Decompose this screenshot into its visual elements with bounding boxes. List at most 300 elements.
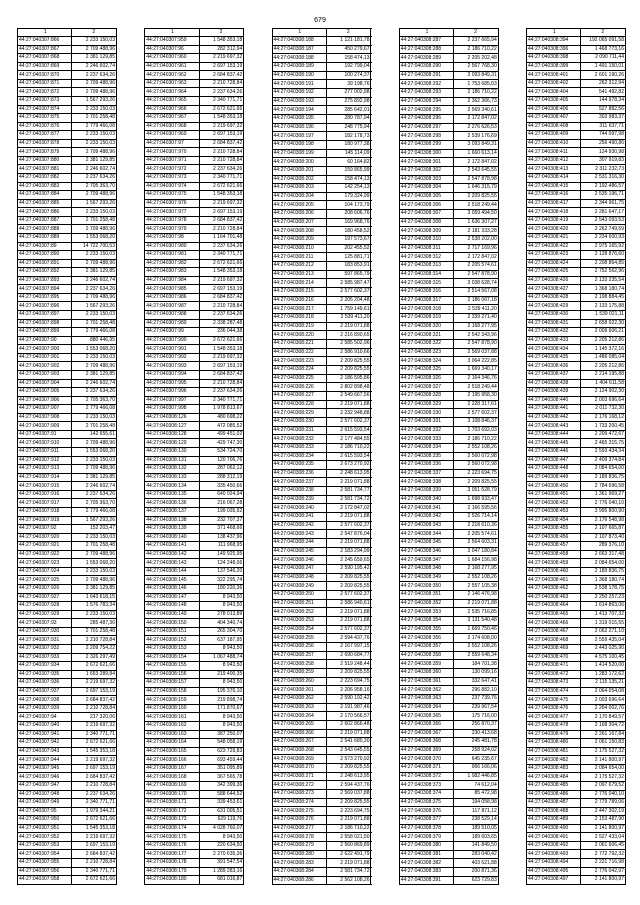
cadastral-number-cell: 44:27:040308:245: [273, 548, 327, 556]
cadastral-value-cell: 197 573,67: [327, 236, 372, 244]
cadastral-number-cell: 44:27:040308:197: [273, 132, 327, 140]
table-row: [18, 739, 117, 748]
table-row: [18, 508, 117, 517]
table-row: [145, 208, 244, 217]
table-row: [527, 431, 626, 440]
table-row: [400, 539, 499, 548]
cadastral-number-cell: 44:27:040308:428: [527, 294, 581, 302]
table-row: [400, 764, 499, 773]
cadastral-value-cell: 2 192 486,57: [581, 183, 626, 191]
table-row: [145, 576, 244, 585]
cadastral-value-cell: 2 218 610,36: [454, 522, 499, 530]
cadastral-value-cell: 285 487,36: [72, 619, 117, 627]
cadastral-value-cell: 2 672 621,66: [72, 816, 117, 824]
cadastral-number-cell: 44:27:040308:160: [145, 705, 199, 713]
cadastral-value-cell: 302 983,37: [581, 114, 626, 122]
table-row: [400, 842, 499, 851]
table-row: [145, 328, 244, 337]
table-row: [273, 678, 372, 687]
table-row: [527, 354, 626, 363]
cadastral-number-cell: 44:27:040308:145: [145, 576, 199, 584]
table-row: [145, 337, 244, 346]
cadastral-number-cell: 44:27:040308:141: [145, 542, 199, 550]
cadastral-number-cell: 44:27:040308:308: [400, 219, 454, 227]
table-row: [400, 833, 499, 842]
cadastral-value-cell: 2 237 634,26: [72, 388, 117, 396]
cadastral-number-cell: 44:27:040308:483: [527, 765, 581, 773]
cadastral-number-cell: 44:27:040308:287: [400, 37, 454, 45]
table-row: [145, 285, 244, 294]
table-row: [400, 574, 499, 583]
cadastral-value-cell: 2 709 488,96: [72, 362, 117, 370]
table-row: [18, 773, 117, 782]
cadastral-value-cell: 2 709 488,96: [72, 46, 117, 54]
table-row: [400, 877, 499, 885]
table-row: [273, 747, 372, 756]
cadastral-value-cell: 2 709 488,96: [72, 294, 117, 302]
table-row: [400, 669, 499, 678]
table-row: [145, 431, 244, 440]
table-row: [400, 72, 499, 81]
cadastral-number-cell: 44:27:040308:249: [273, 582, 327, 590]
cadastral-value-cell: 2 564 603,31: [454, 539, 499, 547]
header-cadastral-number: 1: [273, 29, 327, 36]
cadastral-number-cell: 44:27:040307:958: [18, 876, 72, 884]
cadastral-number-cell: 44:27:040308:177: [145, 850, 199, 858]
cadastral-number-cell: 44:27:040307:868: [18, 54, 72, 62]
table-row: [400, 617, 499, 626]
cadastral-value-cell: 2 594 437,76: [327, 781, 372, 789]
cadastral-value-cell: 2 573 270,92: [327, 755, 372, 763]
cadastral-value-cell: 2 205 574,61: [454, 262, 499, 270]
table-row: [273, 288, 372, 297]
cadastral-number-cell: 44:27:040308:271: [273, 773, 327, 781]
cadastral-value-cell: 2 233 150,03: [72, 140, 117, 148]
table-row: [273, 695, 372, 704]
cadastral-value-cell: 1 978 813,67: [200, 405, 245, 413]
cadastral-number-cell: 44:27:040308:257: [273, 652, 327, 660]
cadastral-value-cell: 2 281 647,17: [581, 208, 626, 216]
cadastral-value-cell: 152 203,47: [72, 525, 117, 533]
table-row: [273, 548, 372, 557]
table-row: [400, 210, 499, 219]
cadastral-value-cell: 2 219 697,32: [72, 679, 117, 687]
cadastral-number-cell: 44:27:040308:232: [273, 435, 327, 443]
cadastral-number-cell: 44:27:040308:210: [273, 245, 327, 253]
cadastral-value-cell: 179 324,99: [327, 193, 372, 201]
table-row: [273, 556, 372, 565]
cadastral-number-cell: 44:27:040308:370: [400, 755, 454, 763]
cadastral-number-cell: 44:27:040308:369: [400, 747, 454, 755]
table-row: [527, 619, 626, 628]
table-row: [145, 414, 244, 423]
table-row: [527, 782, 626, 791]
cadastral-number-cell: 44:27:040307:969: [145, 131, 199, 139]
table-row: [400, 98, 499, 107]
table-row: [18, 842, 117, 851]
table-row: [273, 877, 372, 885]
table-row: [18, 636, 117, 645]
cadastral-value-cell: 125 881,71: [327, 253, 372, 261]
cadastral-value-cell: 2 581 734,72: [327, 868, 372, 876]
column-group: [144, 28, 244, 885]
cadastral-value-cell: 2 590 192,42: [327, 695, 372, 703]
cadastral-number-cell: 44:27:040308:137: [145, 508, 199, 516]
cadastral-number-cell: 44:27:040307:990: [145, 337, 199, 345]
table-row: [273, 660, 372, 669]
cadastral-value-cell: 3 108 846,37: [454, 418, 499, 426]
cadastral-number-cell: 44:27:040308:493: [527, 850, 581, 858]
table-row: [527, 568, 626, 577]
table-row: [273, 730, 372, 739]
table-row: [18, 405, 117, 414]
table-row: [273, 608, 372, 617]
cadastral-value-cell: 2 219 697,32: [200, 54, 245, 62]
table-row: [273, 349, 372, 358]
cadastral-value-cell: 693 459,44: [200, 756, 245, 764]
cadastral-value-cell: 194 058,98: [454, 799, 499, 807]
cadastral-value-cell: 256 490,86: [581, 140, 626, 148]
header-row: [399, 28, 499, 37]
table-row: [145, 88, 244, 97]
cadastral-number-cell: 44:27:040308:228: [273, 401, 327, 409]
cadastral-value-cell: 2 709 488,96: [72, 148, 117, 156]
cadastral-value-cell: 2 205 574,61: [454, 530, 499, 538]
cadastral-number-cell: 44:27:040308:234: [273, 453, 327, 461]
table-row: [400, 331, 499, 340]
table-row: [273, 357, 372, 366]
cadastral-number-cell: 44:27:040307:934: [18, 662, 72, 670]
cadastral-value-cell: 2 205 204,48: [327, 297, 372, 305]
cadastral-number-cell: 44:27:040307:974: [145, 183, 199, 191]
cadastral-value-cell: 202 455,52: [327, 245, 372, 253]
cadastral-value-cell: 2 237 634,26: [72, 791, 117, 799]
table-row: [400, 730, 499, 739]
cadastral-value-cell: 3 093 849,31: [454, 141, 499, 149]
table-row: [527, 499, 626, 508]
cadastral-value-cell: 2 697 153,19: [200, 63, 245, 71]
cadastral-value-cell: 2 560 072,98: [454, 453, 499, 461]
cadastral-number-cell: 44:27:040307:94: [18, 713, 72, 721]
cadastral-number-cell: 44:27:040308:452: [527, 499, 581, 507]
cadastral-value-cell: 2 219 697,32: [200, 277, 245, 285]
table-row: [527, 397, 626, 406]
cadastral-value-cell: 219 898,74: [200, 696, 245, 704]
cadastral-value-cell: 645 235,67: [454, 755, 499, 763]
table-row: [400, 305, 499, 314]
cadastral-number-cell: 44:27:040308:441: [527, 405, 581, 413]
table-row: [18, 397, 117, 406]
cadastral-value-cell: 265 304,70: [200, 628, 245, 636]
cadastral-value-cell: 2 562 108,26: [327, 877, 372, 885]
table-row: [273, 591, 372, 600]
cadastral-value-cell: 2 547 876,04: [327, 530, 372, 538]
table-row: [273, 868, 372, 877]
cadastral-number-cell: 44:27:040308:381: [400, 851, 454, 859]
cadastral-number-cell: 44:27:040308:319: [400, 314, 454, 322]
cadastral-number-cell: 44:27:040308:406: [527, 106, 581, 114]
cadastral-value-cell: 159 865,99: [327, 167, 372, 175]
cadastral-number-cell: 44:27:040308:252: [273, 608, 327, 616]
cadastral-number-cell: 44:27:040307:904: [18, 380, 72, 388]
cadastral-value-cell: 534 724,70: [200, 448, 245, 456]
table-row: [18, 123, 117, 132]
cadastral-number-cell: 44:27:040308:360: [400, 669, 454, 677]
table-row: [273, 132, 372, 141]
cadastral-number-cell: 44:27:040308:172: [145, 808, 199, 816]
cadastral-number-cell: 44:27:040308:248: [273, 574, 327, 582]
cadastral-value-cell: 2 189 836,75: [581, 568, 626, 576]
cadastral-value-cell: 371 468,66: [200, 525, 245, 533]
cadastral-number-cell: 44:27:040308:453: [527, 508, 581, 516]
table-row: [18, 431, 117, 440]
header-row: [526, 28, 626, 37]
cadastral-number-cell: 44:27:040307:941: [18, 731, 72, 739]
cadastral-value-cell: 2 097 679,52: [581, 782, 626, 790]
cadastral-number-cell: 44:27:040307:961: [145, 63, 199, 71]
table-row: [400, 600, 499, 609]
table-row: [18, 183, 117, 192]
table-row: [145, 37, 244, 46]
table-row: [527, 345, 626, 354]
table-row: [527, 157, 626, 166]
table-row: [145, 499, 244, 508]
cadastral-value-cell: 2 233 150,03: [72, 208, 117, 216]
table-row: [400, 461, 499, 470]
cadastral-number-cell: 44:27:040308:150: [145, 619, 199, 627]
table-row: [18, 243, 117, 252]
cadastral-value-cell: 2 560 072,98: [454, 461, 499, 469]
cadastral-value-cell: 2 552 108,26: [454, 643, 499, 651]
table-row: [527, 54, 626, 63]
cadastral-value-cell: 256 870,37: [454, 721, 499, 729]
cadastral-number-cell: 44:27:040308:410: [527, 140, 581, 148]
table-row: [527, 799, 626, 808]
cadastral-value-cell: 2 219 071,88: [327, 608, 372, 616]
table-row: [527, 380, 626, 389]
table-row: [273, 478, 372, 487]
cadastral-value-cell: 2 443 025,90: [581, 645, 626, 653]
cadastral-number-cell: 44:27:040308:349: [400, 574, 454, 582]
cadastral-value-cell: 2 658 022,30: [581, 320, 626, 328]
table-row: [400, 825, 499, 834]
cadastral-number-cell: 44:27:040308:256: [273, 643, 327, 651]
cadastral-number-cell: 44:27:040308:479: [527, 731, 581, 739]
cadastral-value-cell: 2 186 710,22: [327, 444, 372, 452]
cadastral-number-cell: 44:27:040307:900: [18, 345, 72, 353]
cadastral-value-cell: 208 606,76: [327, 210, 372, 218]
cadastral-value-cell: 2 248 613,95: [327, 470, 372, 478]
table-row: [18, 722, 117, 731]
cadastral-value-cell: 2 246 602,74: [72, 165, 117, 173]
cadastral-value-cell: 2 153 487,90: [581, 816, 626, 824]
cadastral-value-cell: 1 669 750,46: [454, 626, 499, 634]
cadastral-number-cell: 44:27:040308:489: [527, 816, 581, 824]
table-row: [400, 755, 499, 764]
table-row: [18, 671, 117, 680]
cadastral-value-cell: 8 943,50: [200, 662, 245, 670]
table-row: [400, 513, 499, 522]
cadastral-value-cell: 2 381 129,85: [72, 54, 117, 62]
cadastral-number-cell: 44:27:040307:99: [145, 328, 199, 336]
table-row: [527, 508, 626, 517]
table-row: [18, 251, 117, 260]
cadastral-value-cell: 2 232 948,88: [327, 409, 372, 417]
cadastral-number-cell: 44:27:040308:255: [273, 634, 327, 642]
table-row: [18, 320, 117, 329]
table-row: [400, 106, 499, 115]
table-row: [145, 191, 244, 200]
cadastral-value-cell: 2 164 346,76: [454, 375, 499, 383]
cadastral-number-cell: 44:27:040308:486: [527, 791, 581, 799]
table-row: [527, 285, 626, 294]
cadastral-value-cell: 2 542 343,96: [454, 331, 499, 339]
cadastral-value-cell: 2 447 302,19: [581, 808, 626, 816]
cadastral-number-cell: 44:27:040308:276: [273, 816, 327, 824]
cadastral-value-cell: 2 168 304,72: [581, 722, 626, 730]
cadastral-number-cell: 44:27:040308:291: [400, 72, 454, 80]
table-row: [527, 833, 626, 842]
cadastral-value-cell: 342 399,36: [200, 782, 245, 790]
cadastral-value-cell: 2 569 340,61: [454, 106, 499, 114]
cadastral-value-cell: 138 437,96: [200, 534, 245, 542]
cadastral-value-cell: 2 264 002,76: [581, 705, 626, 713]
cadastral-number-cell: 44:27:040308:455: [527, 525, 581, 533]
table-row: [273, 271, 372, 280]
header-cadastral-number: 1: [18, 29, 72, 36]
table-row: [400, 816, 499, 825]
cadastral-value-cell: 2 210 728,84: [200, 148, 245, 156]
table-row: [400, 54, 499, 63]
cadastral-value-cell: 2 237 634,26: [72, 285, 117, 293]
table-row: [18, 88, 117, 97]
cadastral-value-cell: 2 340 771,71: [72, 868, 117, 876]
cadastral-value-cell: 2 344 961,75: [581, 200, 626, 208]
table-row: [527, 46, 626, 55]
cadastral-number-cell: 44:27:040308:295: [400, 106, 454, 114]
cadastral-number-cell: 44:27:040307:952: [18, 833, 72, 841]
table-row: [18, 345, 117, 354]
cadastral-value-cell: 2 219 071,88: [327, 323, 372, 331]
cadastral-number-cell: 44:27:040308:274: [273, 799, 327, 807]
cadastral-value-cell: 2 535 716,85: [454, 608, 499, 616]
cadastral-number-cell: 44:27:040308:350: [400, 582, 454, 590]
cadastral-value-cell: 2 175 527,32: [581, 773, 626, 781]
cadastral-number-cell: 44:27:040308:202: [273, 176, 327, 184]
table-row: [273, 634, 372, 643]
cadastral-number-cell: 44:27:040308:465: [527, 611, 581, 619]
cadastral-value-cell: 2 672 621,66: [72, 739, 117, 747]
table-row: [400, 167, 499, 176]
cadastral-number-cell: 44:27:040308:365: [400, 712, 454, 720]
cadastral-value-cell: 2 697 153,19: [200, 208, 245, 216]
table-row: [273, 392, 372, 401]
table-row: [145, 773, 244, 782]
cadastral-number-cell: 44:27:040307:895: [18, 294, 72, 302]
table-row: [527, 414, 626, 423]
cadastral-number-cell: 44:27:040307:964: [145, 88, 199, 96]
cadastral-value-cell: 2 186 067,18: [454, 297, 499, 305]
table-row: [527, 80, 626, 89]
cadastral-number-cell: 44:27:040308:200: [273, 158, 327, 166]
table-row: [18, 165, 117, 174]
cadastral-number-cell: 44:27:040308:189: [273, 63, 327, 71]
cadastral-value-cell: 2 802 898,48: [327, 383, 372, 391]
table-row: [527, 773, 626, 782]
cadastral-value-cell: 966 166,06: [454, 764, 499, 772]
cadastral-value-cell: 232 707,37: [200, 517, 245, 525]
cadastral-number-cell: 44:27:040308:315: [400, 279, 454, 287]
cadastral-number-cell: 44:27:040307:869: [18, 63, 72, 71]
cadastral-value-cell: 2 209 825,55: [327, 799, 372, 807]
table-row: [273, 314, 372, 323]
cadastral-value-cell: 2 168 277,95: [454, 565, 499, 573]
cadastral-value-cell: 1 567 293,26: [72, 302, 117, 310]
table-row: [145, 585, 244, 594]
cadastral-value-cell: 189 510,05: [454, 825, 499, 833]
cadastral-value-cell: 2 186 710,22: [454, 435, 499, 443]
cadastral-number-cell: 44:27:040307:891: [18, 260, 72, 268]
cadastral-number-cell: 44:27:040308:310: [400, 236, 454, 244]
column-group: [272, 28, 372, 885]
cadastral-value-cell: 245 481,78: [454, 738, 499, 746]
cadastral-number-cell: 44:27:040308:320: [400, 323, 454, 331]
cadastral-number-cell: 44:27:040308:408: [527, 123, 581, 131]
cadastral-number-cell: 44:27:040308:433: [527, 337, 581, 345]
cadastral-number-cell: 44:27:040307:890: [18, 251, 72, 259]
cadastral-value-cell: 1 646 315,79: [454, 184, 499, 192]
cadastral-value-cell: 2 237 634,26: [200, 243, 245, 251]
cadastral-value-cell: 387 250,07: [200, 731, 245, 739]
cadastral-number-cell: 44:27:040307:867: [18, 46, 72, 54]
cadastral-number-cell: 44:27:040308:356: [400, 634, 454, 642]
cadastral-value-cell: 1 703 692,03: [454, 427, 499, 435]
cadastral-value-cell: 189 603,65: [454, 833, 499, 841]
cadastral-value-cell: 2 234 600,93: [581, 234, 626, 242]
table-row: [273, 712, 372, 721]
table-row: [400, 409, 499, 418]
cadastral-number-cell: 44:27:040307:989: [145, 320, 199, 328]
table-row: [145, 542, 244, 551]
cadastral-number-cell: 44:27:040308:188: [273, 54, 327, 62]
cadastral-value-cell: 2 701 258,48: [72, 114, 117, 122]
cadastral-number-cell: 44:27:040308:239: [273, 496, 327, 504]
cadastral-value-cell: 2 779 466,08: [72, 328, 117, 336]
cadastral-number-cell: 44:27:040308:430: [527, 311, 581, 319]
cadastral-number-cell: 44:27:040308:296: [400, 115, 454, 123]
cadastral-value-cell: 2 166 595,56: [454, 504, 499, 512]
cadastral-number-cell: 44:27:040307:896: [18, 302, 72, 310]
cadastral-value-cell: 472 085,52: [200, 422, 245, 430]
cadastral-value-cell: 450 279,67: [327, 46, 372, 54]
table-row: [400, 80, 499, 89]
cadastral-value-cell: 2 709 488,96: [72, 88, 117, 96]
table-row: [273, 427, 372, 436]
cadastral-number-cell: 44:27:040308:242: [273, 522, 327, 530]
cadastral-value-cell: 2 381 129,85: [72, 474, 117, 482]
cadastral-number-cell: 44:27:040307:874: [18, 106, 72, 114]
cadastral-value-cell: 2 514 567,08: [454, 288, 499, 296]
table-row: [400, 340, 499, 349]
cadastral-number-cell: 44:27:040308:398: [527, 54, 581, 62]
cadastral-number-cell: 44:27:040308:335: [400, 453, 454, 461]
cadastral-value-cell: 2 205 202,48: [454, 54, 499, 62]
cadastral-value-cell: 2 170 849,57: [581, 713, 626, 721]
cadastral-value-cell: 192 799,04: [327, 63, 372, 71]
cadastral-number-cell: 44:27:040308:379: [400, 833, 454, 841]
table-row: [18, 517, 117, 526]
cadastral-value-cell: 2 210 728,84: [72, 782, 117, 790]
